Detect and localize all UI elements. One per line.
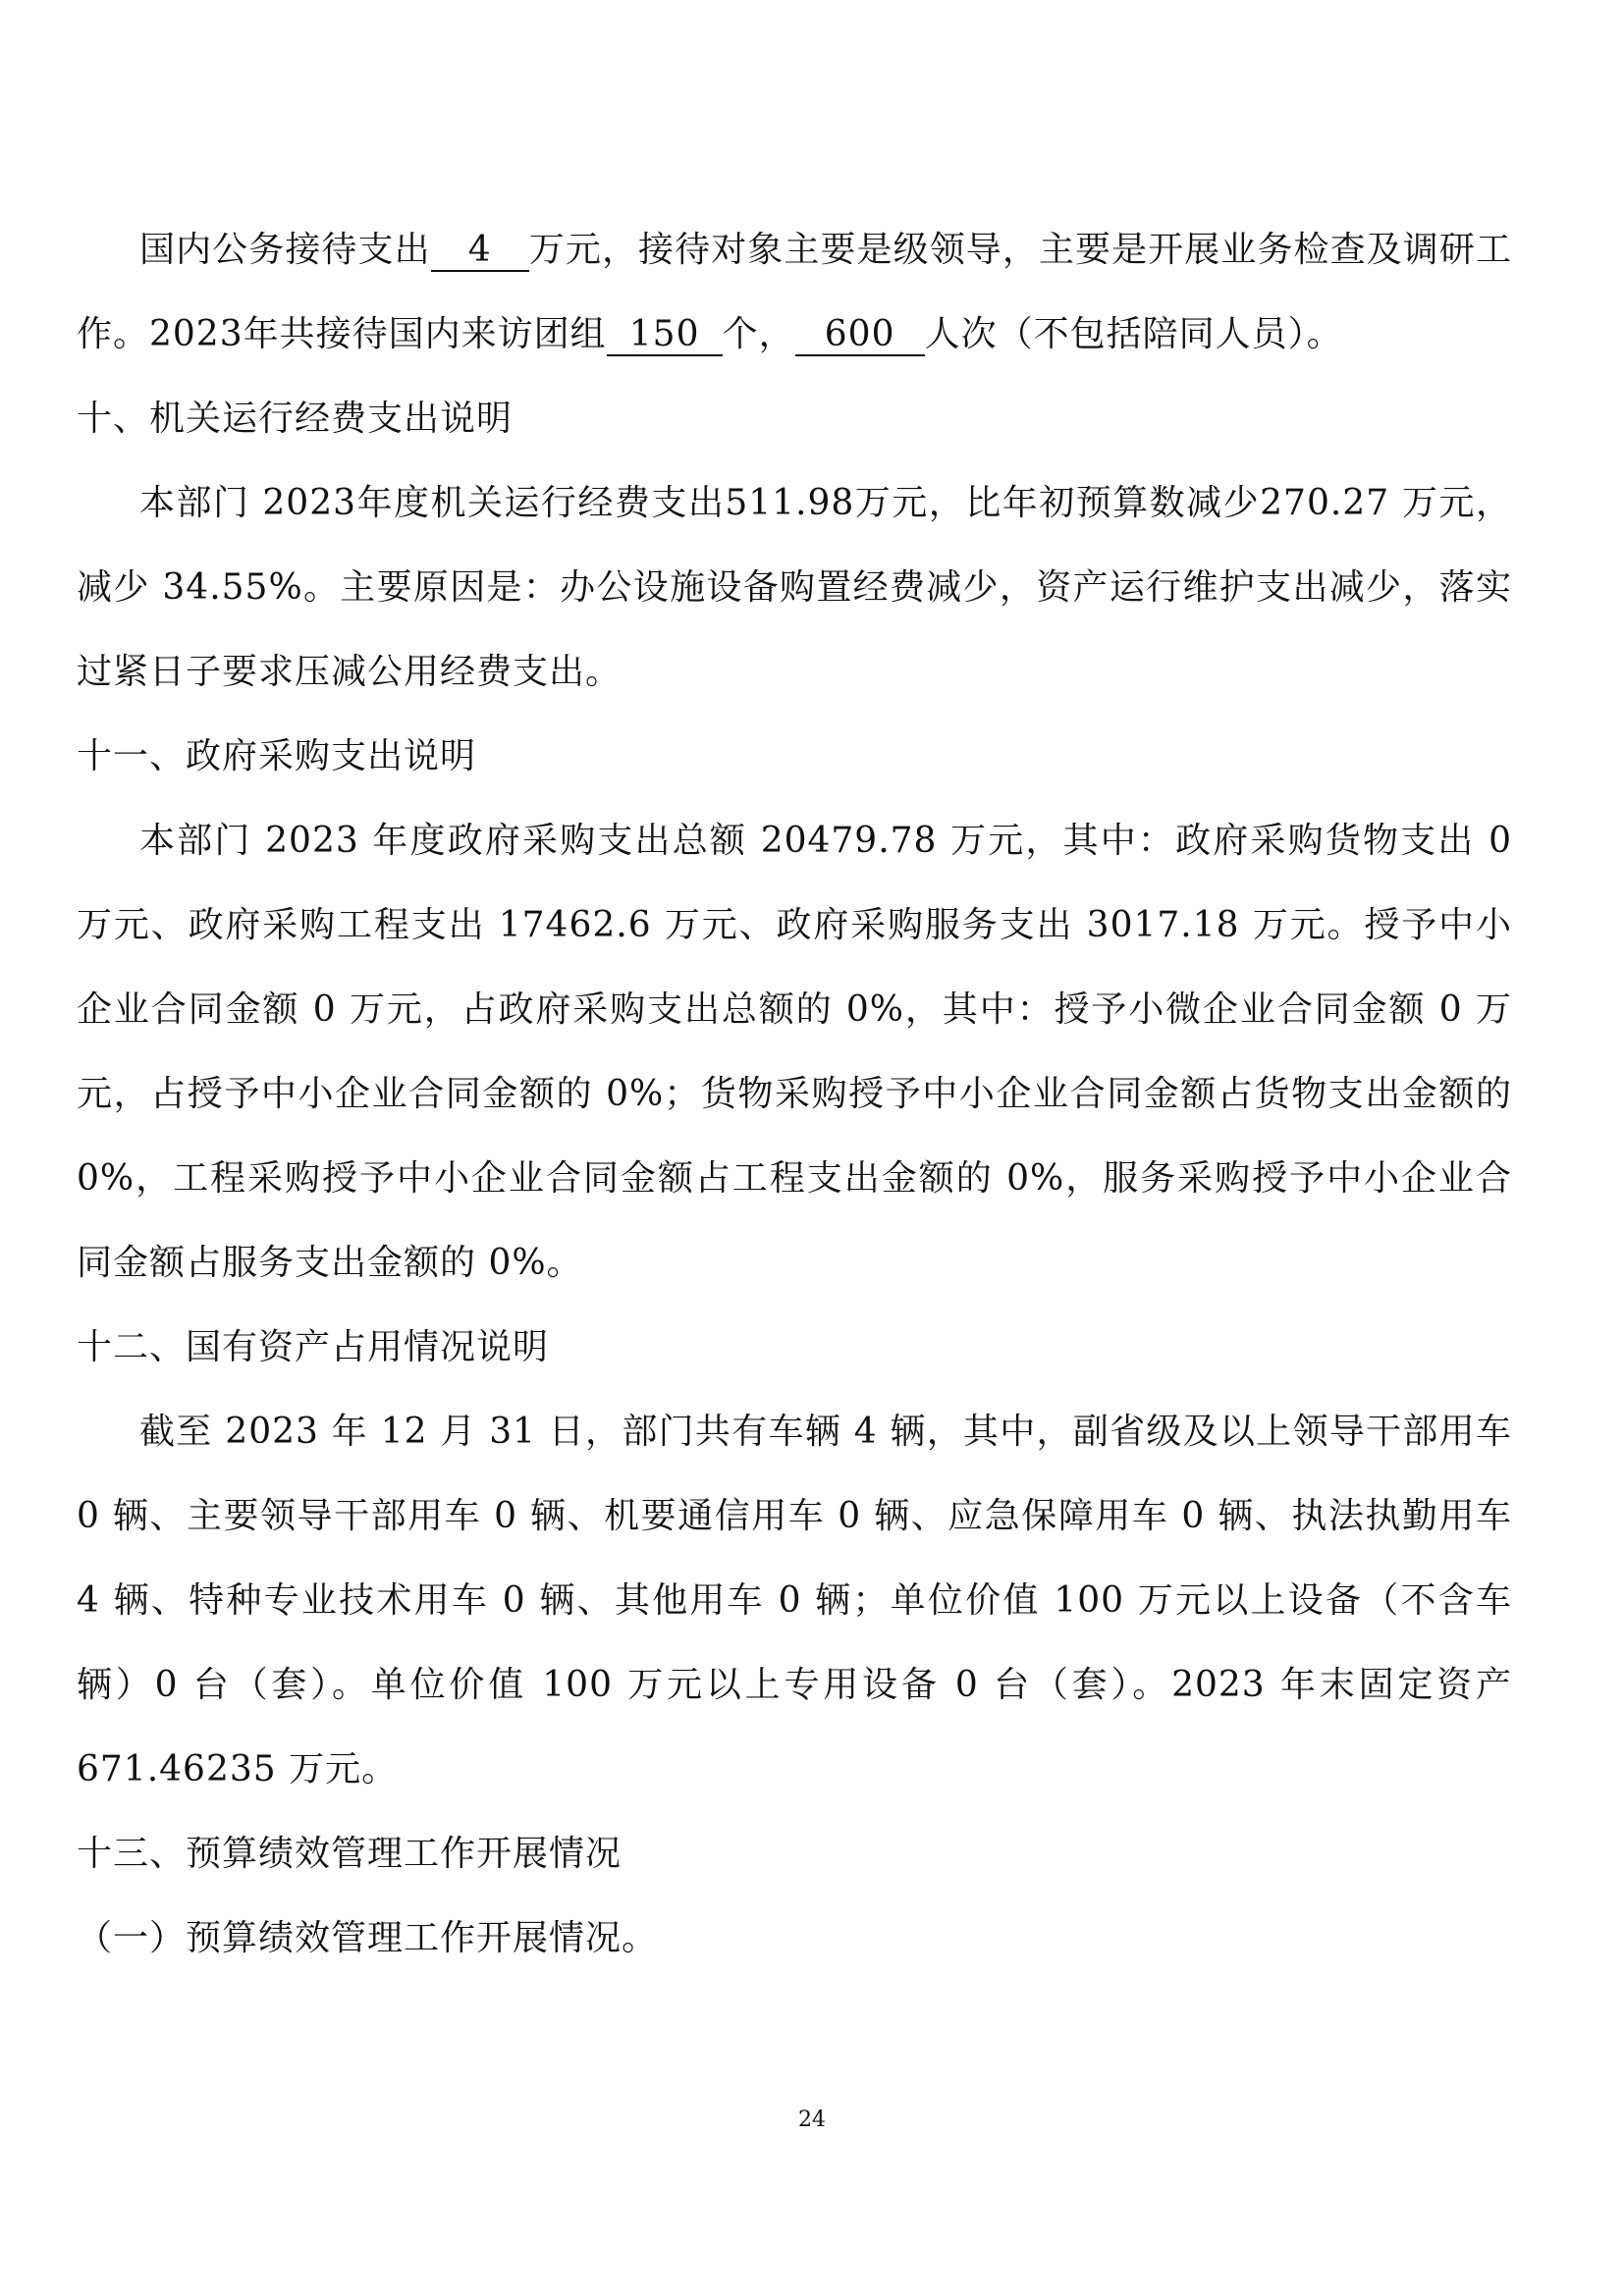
- reception-groups-blank: 150: [607, 315, 723, 356]
- page-content: [77, 208, 1512, 1981]
- section-13-heading: 十三、预算绩效管理工作开展情况: [77, 1834, 623, 1874]
- section-13-subheading: （一）预算绩效管理工作开展情况。: [77, 1918, 659, 1958]
- section-11-heading: 十一、政府采购支出说明: [77, 736, 477, 776]
- section-12-heading: 十二、国有资产占用情况说明: [77, 1327, 550, 1367]
- reception-text-2: 万元，接待对象主要是级领导，主要是开展业务检查及调研工作。2023年共接待国内来访团组: [77, 230, 1512, 354]
- reception-persons-blank: 600: [795, 315, 925, 356]
- section-11-paragraph: 本部门 2023 年度政府采购支出总额 20479.78 万元，其中：政府采购货物支出 0 万元、政府采购工程支出 17462.6 万元、政府采购服务支出 3017.18 万元。授予中小企业合同金额 0 万元，占政府采购支出总额的 0%，其中：授予小微企业合同金额 0 万元，占授予中小企业合同金额的 0%；货物采购授予中小企业合同金额占货物支出金额的 0%，工程采购授予中小企业合同金额占工程支出金额的 0%，服务采购授予中小企业合同金额占服务支出金额的 0%。: [77, 821, 1512, 1283]
- reception-text-1: 国内公务接待支出: [139, 230, 431, 270]
- section-10-paragraph: 本部门 2023年度机关运行经费支出511.98万元，比年初预算数减少270.27 万元，减少 34.55%。主要原因是：办公设施设备购置经费减少，资产运行维护支出减少，落实过紧日子要求压减公用经费支出。: [77, 483, 1512, 692]
- reception-text-4: 人次（不包括陪同人员）。: [924, 314, 1343, 354]
- reception-paragraph: [77, 208, 1512, 377]
- reception-amount-blank: 4: [431, 231, 529, 272]
- section-10-heading: 十、机关运行经费支出说明: [77, 399, 514, 439]
- page-number: 24: [798, 2108, 826, 2132]
- section-12-paragraph: 截至 2023 年 12 月 31 日，部门共有车辆 4 辆，其中，副省级及以上领导干部用车 0 辆、主要领导干部用车 0 辆、机要通信用车 0 辆、应急保障用车 0 辆、执法执勤用车 4 辆、特种专业技术用车 0 辆、其他用车 0 辆；单位价值 100 万元以上设备（不含车辆）0 台（套）。单位价值 100 万元以上专用设备 0 台（套）。2023 年末固定资产 671.46235 万元。: [77, 1412, 1512, 1789]
- reception-text-3: 个，: [722, 314, 795, 354]
